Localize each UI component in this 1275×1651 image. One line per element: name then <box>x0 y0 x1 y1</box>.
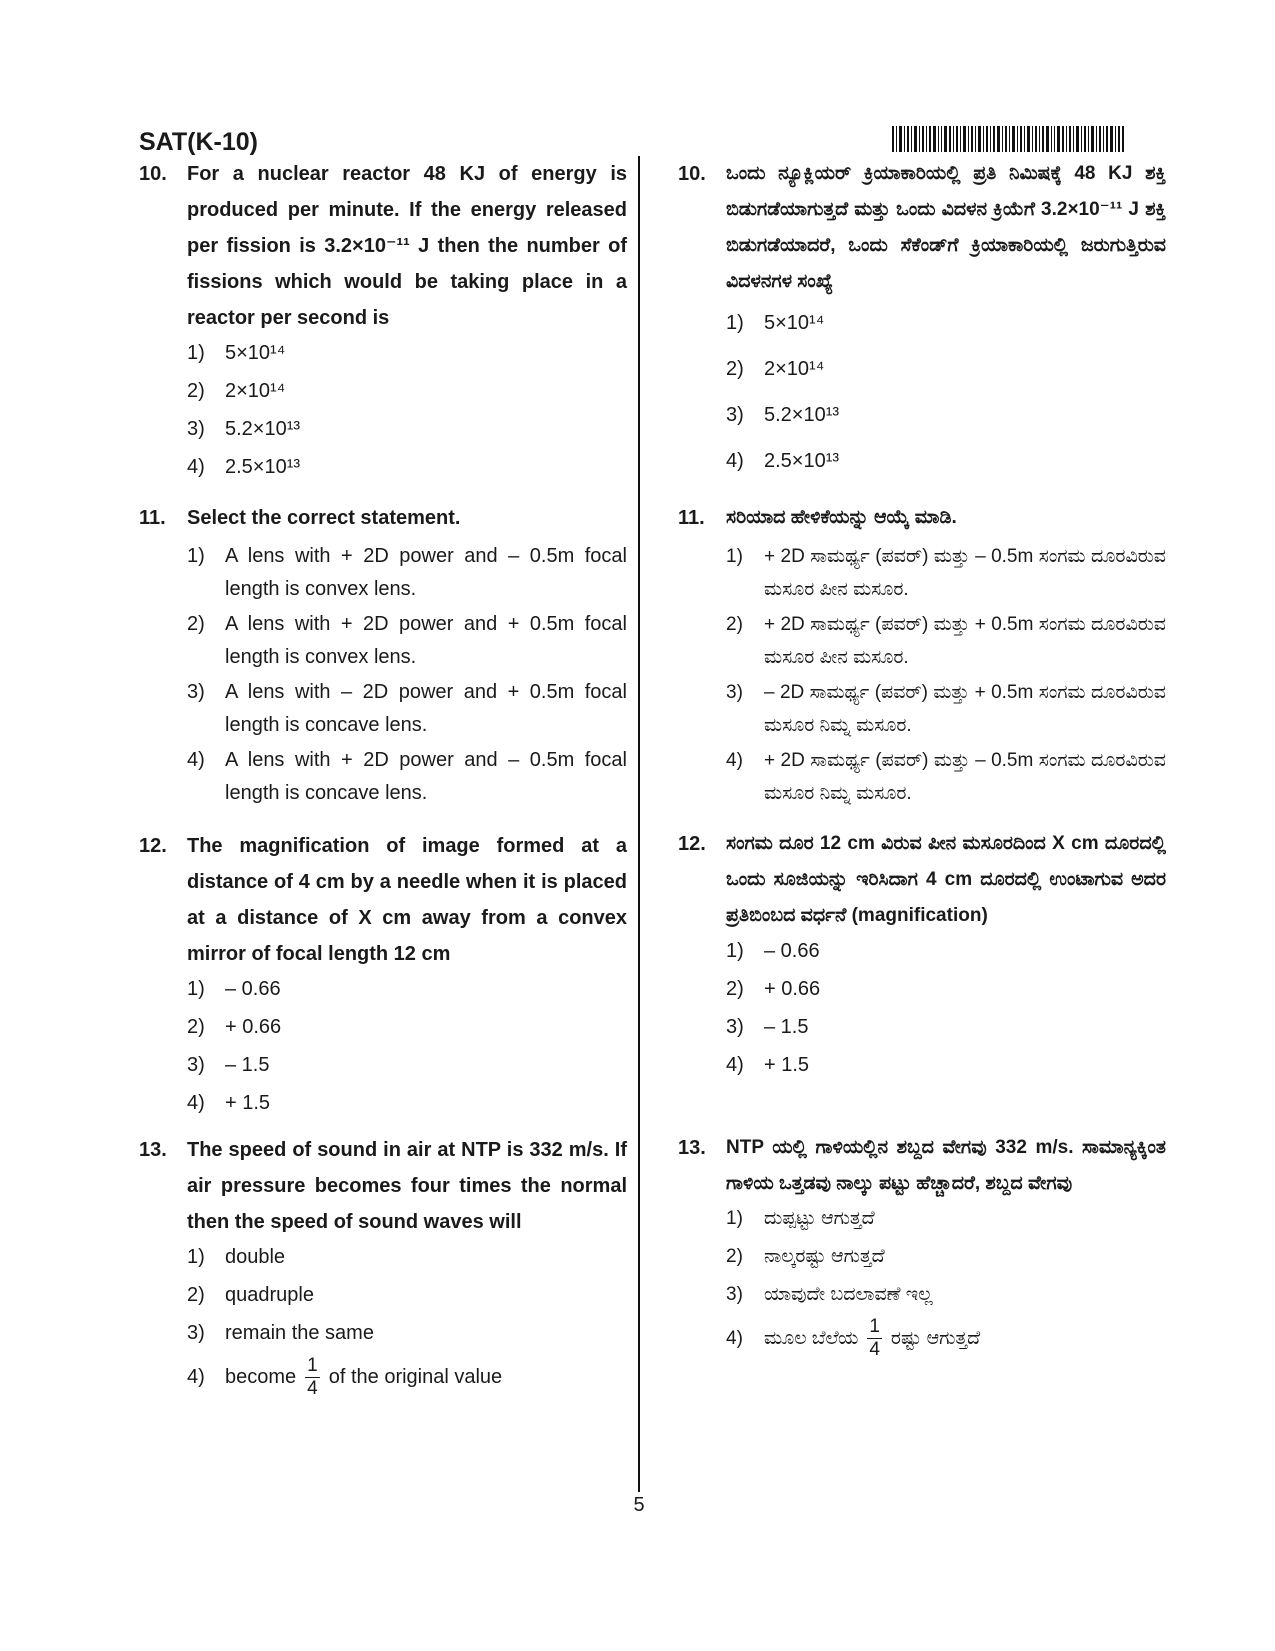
option-text: 5×10¹⁴ <box>225 342 286 364</box>
option-list <box>187 1244 627 1402</box>
fraction-numerator: 1 <box>869 1316 880 1338</box>
option-text: A lens with + 2D power and – 0.5m focal length is concave lens. <box>225 749 627 804</box>
option-text: double <box>225 1246 286 1268</box>
page-number: 5 <box>633 1494 645 1516</box>
question-number: 12. <box>139 835 167 857</box>
option <box>187 608 627 674</box>
option-number: 2) <box>726 358 744 380</box>
question-number: 13. <box>678 1137 706 1159</box>
option-text: + 2D ಸಾಮರ್ಥ್ಯ (ಪವರ್) ಮತ್ತು + 0.5m ಸಂಗಮ ದೂರವಿರುವ ಮಸೂರ ಪೀನ ಮಸೂರ. <box>764 614 1166 668</box>
question-number: 11. <box>139 507 166 529</box>
question-text: ಒಂದು ನ್ಯೂಕ್ಲಿಯರ್ ಕ್ರಿಯಾಕಾರಿಯಲ್ಲಿ ಪ್ರತಿ ನಿಮಿಷಕ್ಕೆ 48 KJ ಶಕ್ತಿ ಬಿಡುಗಡೆಯಾಗುತ್ತದೆ ಮತ್ತು ಒಂದು ವಿದಳನ ಕ್ರಿಯೆಗೆ 3.2×10⁻¹¹ J ಶಕ್ತಿ ಬಿಡುಗಡೆಯಾದರೆ, ಒಂದು ಸೆಕೆಂಡ್‌ಗೆ ಕ್ರಿಯಾಕಾರಿಯಲ್ಲಿ ಜರುಗುತ್ತಿರುವ ವಿದಳನಗಳ ಸಂಖ್ಯೆ <box>726 163 1166 292</box>
option-text: 2.5×10¹³ <box>225 456 301 478</box>
option-number: 3) <box>187 1054 205 1076</box>
option <box>187 1282 627 1308</box>
option-text-after: ರಷ್ಟು ಆಗುತ್ತದೆ <box>890 1328 981 1349</box>
option-number: 3) <box>726 682 743 703</box>
option <box>726 1206 1166 1232</box>
option-list <box>187 340 627 480</box>
option-text: – 2D ಸಾಮರ್ಥ್ಯ (ಪವರ್) ಮತ್ತು + 0.5m ಸಂಗಮ ದೂರವಿರುವ ಮಸೂರ ನಿಮ್ನ ಮಸೂರ. <box>764 682 1166 736</box>
option <box>726 1052 1166 1078</box>
option-text: 2.5×10¹³ <box>764 450 840 472</box>
option-text: – 1.5 <box>225 1054 270 1076</box>
option-text <box>225 1352 627 1402</box>
option <box>726 356 1166 382</box>
option <box>187 1352 627 1402</box>
option <box>726 938 1166 964</box>
option-text: remain the same <box>225 1322 374 1344</box>
question-12-en <box>139 828 627 1116</box>
question-number: 13. <box>139 1139 167 1161</box>
option-text: 5.2×10¹³ <box>225 418 301 440</box>
option-text: + 2D ಸಾಮರ್ಥ್ಯ (ಪವರ್) ಮತ್ತು – 0.5m ಸಂಗಮ ದೂರವಿರುವ ಮಸೂರ ಪೀನ ಮಸೂರ. <box>764 546 1166 600</box>
question-12-kn <box>678 826 1166 1078</box>
option-text: 2×10¹⁴ <box>225 380 286 402</box>
option-number: 3) <box>726 404 744 426</box>
question-text: ಸಂಗಮ ದೂರ 12 cm ವಿರುವ ಪೀನ ಮಸೂರದಿಂದ X cm ದೂರದಲ್ಲಿ ಒಂದು ಸೂಜಿಯನ್ನು ಇರಿಸಿದಾಗ 4 cm ದೂರದಲ್ಲಿ ಉಂಟಾಗುವ ಅದರ ಪ್ರತಿಬಿಂಬದ ವರ್ಧನೆ (magnification) <box>726 833 1166 926</box>
option-number: 4) <box>726 750 743 771</box>
option-number: 4) <box>187 456 205 478</box>
option <box>187 1320 627 1346</box>
option-number: 4) <box>726 450 744 472</box>
option-text-after: of the original value <box>328 1366 503 1388</box>
option <box>726 976 1166 1002</box>
option <box>726 540 1166 606</box>
fraction <box>305 1355 320 1400</box>
option <box>726 448 1166 474</box>
option-text: A lens with – 2D power and + 0.5m focal length is concave lens. <box>225 681 627 736</box>
question-13-en <box>139 1132 627 1402</box>
option-text: ದುಪ್ಪಟ್ಟು ಆಗುತ್ತದೆ <box>764 1208 875 1229</box>
fraction-denominator: 4 <box>869 1339 880 1361</box>
option-text-before: become <box>225 1366 297 1388</box>
option <box>726 402 1166 428</box>
fraction-denominator: 4 <box>307 1378 318 1400</box>
barcode <box>892 126 1124 152</box>
column-divider <box>638 156 640 1492</box>
option-text: 2×10¹⁴ <box>764 358 825 380</box>
option-number: 3) <box>726 1016 744 1038</box>
option <box>187 1014 627 1040</box>
option-number: 2) <box>187 380 205 402</box>
option <box>187 340 627 366</box>
option-text <box>764 1314 1166 1364</box>
exam-code: SAT(K-10) <box>139 128 258 156</box>
option-list <box>187 976 627 1116</box>
option-text: – 0.66 <box>225 978 281 1000</box>
option-number: 1) <box>726 312 744 334</box>
option-text: – 1.5 <box>764 1016 809 1038</box>
fraction-numerator: 1 <box>307 1355 318 1377</box>
option-number: 2) <box>187 613 205 635</box>
question-text: NTP ಯಲ್ಲಿ ಗಾಳಿಯಲ್ಲಿನ ಶಬ್ದದ ವೇಗವು 332 m/s. ಸಾಮಾನ್ಯಕ್ಕಿಂತ ಗಾಳಿಯ ಒತ್ತಡವು ನಾಲ್ಕು ಪಟ್ಟು ಹೆಚ್ಚಾದರೆ, ಶಬ್ದದ ವೇಗವು <box>726 1137 1166 1194</box>
option-number: 2) <box>726 614 743 635</box>
option-number: 4) <box>726 1328 743 1349</box>
option-text: + 0.66 <box>225 1016 282 1038</box>
option-text: + 0.66 <box>764 978 821 1000</box>
question-11-en <box>139 500 627 810</box>
question-10-kn <box>678 156 1166 474</box>
option-number: 2) <box>726 1246 743 1267</box>
question-number: 11. <box>678 507 705 529</box>
option-number: 1) <box>726 940 744 962</box>
option-number: 4) <box>187 1092 205 1114</box>
option-number: 3) <box>187 418 205 440</box>
option <box>187 1090 627 1116</box>
option-number: 1) <box>187 545 205 567</box>
option-text: ನಾಲ್ಕರಷ್ಟು ಆಗುತ್ತದೆ <box>764 1246 885 1267</box>
question-text: For a nuclear reactor 48 KJ of energy is produced per minute. If the energy released per fission is 3.2×10⁻¹¹ J then the number of fissions which would be taking place in a reactor per second is <box>187 163 627 329</box>
question-text: Select the correct statement. <box>187 507 461 529</box>
option <box>726 1282 1166 1308</box>
option <box>726 744 1166 810</box>
option <box>187 540 627 606</box>
option <box>726 1014 1166 1040</box>
option <box>187 416 627 442</box>
option-number: 2) <box>726 978 744 1000</box>
option-list <box>187 540 627 810</box>
option-number: 1) <box>187 1246 205 1268</box>
option <box>726 1314 1166 1364</box>
option-text: + 2D ಸಾಮರ್ಥ್ಯ (ಪವರ್) ಮತ್ತು – 0.5m ಸಂಗಮ ದೂರವಿರುವ ಮಸೂರ ನಿಮ್ನ ಮಸೂರ. <box>764 750 1166 804</box>
question-number: 10. <box>139 163 167 185</box>
question-text: ಸರಿಯಾದ ಹೇಳಿಕೆಯನ್ನು ಆಯ್ಕೆ ಮಾಡಿ. <box>726 507 957 528</box>
question-number: 10. <box>678 163 706 185</box>
question-text: The speed of sound in air at NTP is 332 m/s. If air pressure becomes four times the normal then the speed of sound waves will <box>187 1139 627 1233</box>
question-11-kn <box>678 500 1166 810</box>
option-text: A lens with + 2D power and + 0.5m focal length is convex lens. <box>225 613 627 668</box>
option-number: 4) <box>726 1054 744 1076</box>
option-number: 1) <box>187 342 205 364</box>
option-text: 5.2×10¹³ <box>764 404 840 426</box>
question-10-en <box>139 156 627 480</box>
option-number: 3) <box>726 1284 743 1305</box>
fraction <box>867 1316 882 1361</box>
option-text: A lens with + 2D power and – 0.5m focal length is convex lens. <box>225 545 627 600</box>
option-number: 1) <box>187 978 205 1000</box>
option-text: + 1.5 <box>764 1054 810 1076</box>
option-number: 2) <box>187 1284 205 1306</box>
option <box>187 378 627 404</box>
option <box>726 1244 1166 1270</box>
question-text: The magnification of image formed at a distance of 4 cm by a needle when it is placed at a distance of X cm away from a convex mirror of focal length 12 cm <box>187 835 627 965</box>
option <box>726 608 1166 674</box>
option <box>726 676 1166 742</box>
option-number: 1) <box>726 546 743 567</box>
option-number: 4) <box>187 1366 205 1388</box>
option <box>187 744 627 810</box>
option-number: 2) <box>187 1016 205 1038</box>
option-text-before: ಮೂಲ ಬೆಲೆಯ <box>764 1328 859 1349</box>
option <box>187 676 627 742</box>
option-number: 3) <box>187 1322 205 1344</box>
option-text: + 1.5 <box>225 1092 271 1114</box>
option-number: 1) <box>726 1208 743 1229</box>
option <box>187 1244 627 1270</box>
option-list <box>726 540 1166 810</box>
option-number: 3) <box>187 681 205 703</box>
option <box>187 454 627 480</box>
option-text: ಯಾವುದೇ ಬದಲಾವಣೆ ಇಲ್ಲ <box>764 1284 933 1305</box>
question-13-kn <box>678 1130 1166 1364</box>
option-text: 5×10¹⁴ <box>764 312 825 334</box>
option-list <box>726 938 1166 1078</box>
question-number: 12. <box>678 833 706 855</box>
option-list <box>726 1206 1166 1364</box>
option <box>187 976 627 1002</box>
option-text: – 0.66 <box>764 940 820 962</box>
option <box>187 1052 627 1078</box>
option-number: 4) <box>187 749 205 771</box>
option-text: quadruple <box>225 1284 314 1306</box>
option <box>726 310 1166 336</box>
option-list <box>726 310 1166 474</box>
